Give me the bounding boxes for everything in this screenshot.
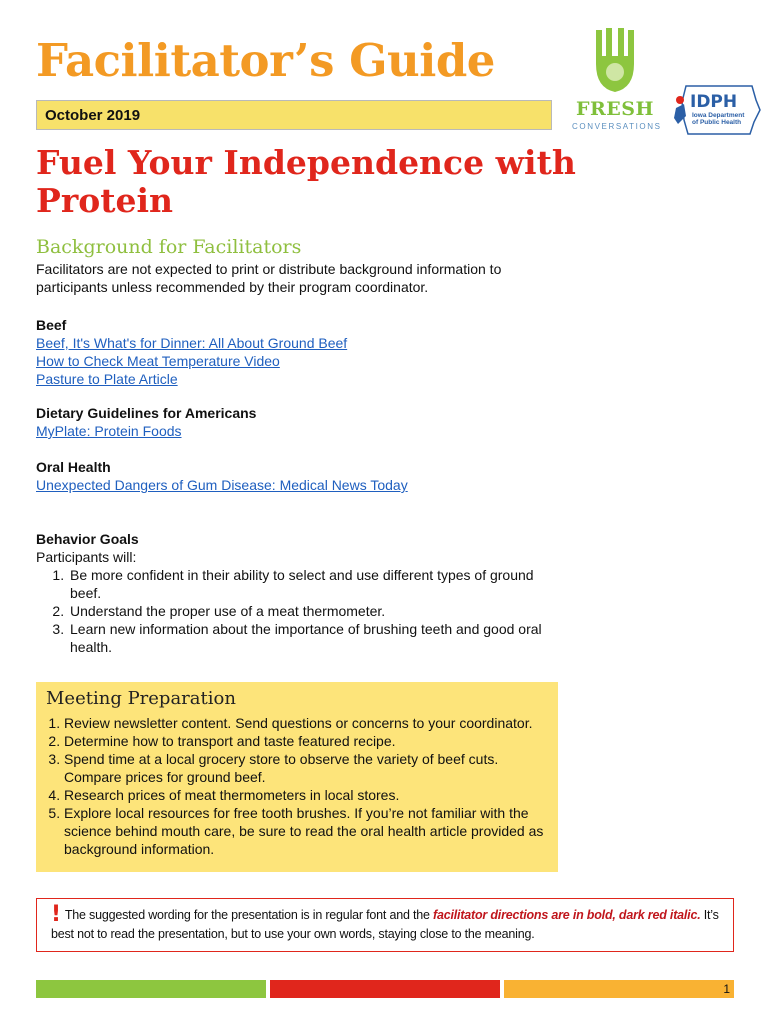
exclamation-icon: ! <box>51 902 61 927</box>
link-gum-disease[interactable]: Unexpected Dangers of Gum Disease: Medical News Today <box>36 477 408 493</box>
background-heading: Background for Facilitators <box>36 236 302 258</box>
beef-resources <box>36 316 596 388</box>
note-emphasis: facilitator directions are in bold, dark red italic. <box>433 908 701 922</box>
list-item: 3. Learn new information about the importance of brushing teeth and good oral health. <box>68 620 556 656</box>
fresh-word: FRESH <box>576 98 654 120</box>
idph-acronym: IDPH <box>690 92 738 112</box>
page-headline: Fuel Your Independence with Protein <box>36 143 576 220</box>
beef-heading: Beef <box>36 317 67 333</box>
note-text-a: The suggested wording for the presentation is in regular font and the <box>64 908 434 922</box>
date-banner <box>36 100 552 130</box>
list-item: 2. Understand the proper use of a meat thermometer. <box>68 602 556 620</box>
fork-icon <box>572 26 658 98</box>
list-item: 2. Determine how to transport and taste featured recipe. <box>64 732 548 750</box>
list-item: 1. Review newsletter content. Send questions or concerns to your coordinator. <box>64 714 548 732</box>
goals-heading: Behavior Goals <box>36 531 139 547</box>
document-title: Facilitator’s Guide <box>36 34 495 87</box>
goals-lead: Participants will: <box>36 549 137 565</box>
footer-bar-red <box>270 980 500 998</box>
background-intro: Facilitators are not expected to print or distribute background information to participants unless recommended by their program coordinator. <box>36 261 502 295</box>
wording-note <box>36 898 734 952</box>
list-item: 5. Explore local resources for free tooth brushes. If you’re not familiar with the science behind mouth care, be sure to read the oral health article provided as background information. <box>64 804 548 858</box>
list-item: 4. Research prices of meat thermometers in local stores. <box>64 786 548 804</box>
conversations-word: CONVERSATIONS <box>572 122 662 131</box>
list-item: 1. Be more confident in their ability to select and use different types of ground beef. <box>68 566 556 602</box>
oral-health-resources <box>36 458 596 494</box>
idph-logo <box>668 80 762 140</box>
behavior-goals <box>36 530 556 656</box>
preparation-heading: Meeting Preparation <box>46 688 236 709</box>
link-pasture-to-plate[interactable]: Pasture to Plate Article <box>36 371 178 387</box>
link-all-about-ground-beef[interactable]: Beef, It's What's for Dinner: All About Ground Beef <box>36 335 348 351</box>
date-label: October 2019 <box>45 107 141 124</box>
preparation-list <box>46 714 548 858</box>
oral-health-heading: Oral Health <box>36 459 111 475</box>
footer-bar-green <box>36 980 266 998</box>
dietary-heading: Dietary Guidelines for Americans <box>36 405 257 421</box>
meeting-preparation-box <box>36 682 558 872</box>
idph-subtitle: Iowa Department of Public Health <box>692 112 745 126</box>
link-meat-temperature-video[interactable]: How to Check Meat Temperature Video <box>36 353 280 369</box>
dietary-resources <box>36 404 596 440</box>
footer-bar-orange <box>504 980 734 998</box>
page-number: 1 <box>723 982 730 996</box>
fresh-conversations-logo <box>572 26 662 134</box>
goals-list <box>36 566 556 656</box>
note-text-b: It’s best not to read the presentation, but to use your own words, staying close to the meaning. <box>51 908 719 941</box>
link-myplate-protein[interactable]: MyPlate: Protein Foods <box>36 423 182 439</box>
list-item: 3. Spend time at a local grocery store to observe the variety of beef cuts. Compare prices for ground beef. <box>64 750 548 786</box>
